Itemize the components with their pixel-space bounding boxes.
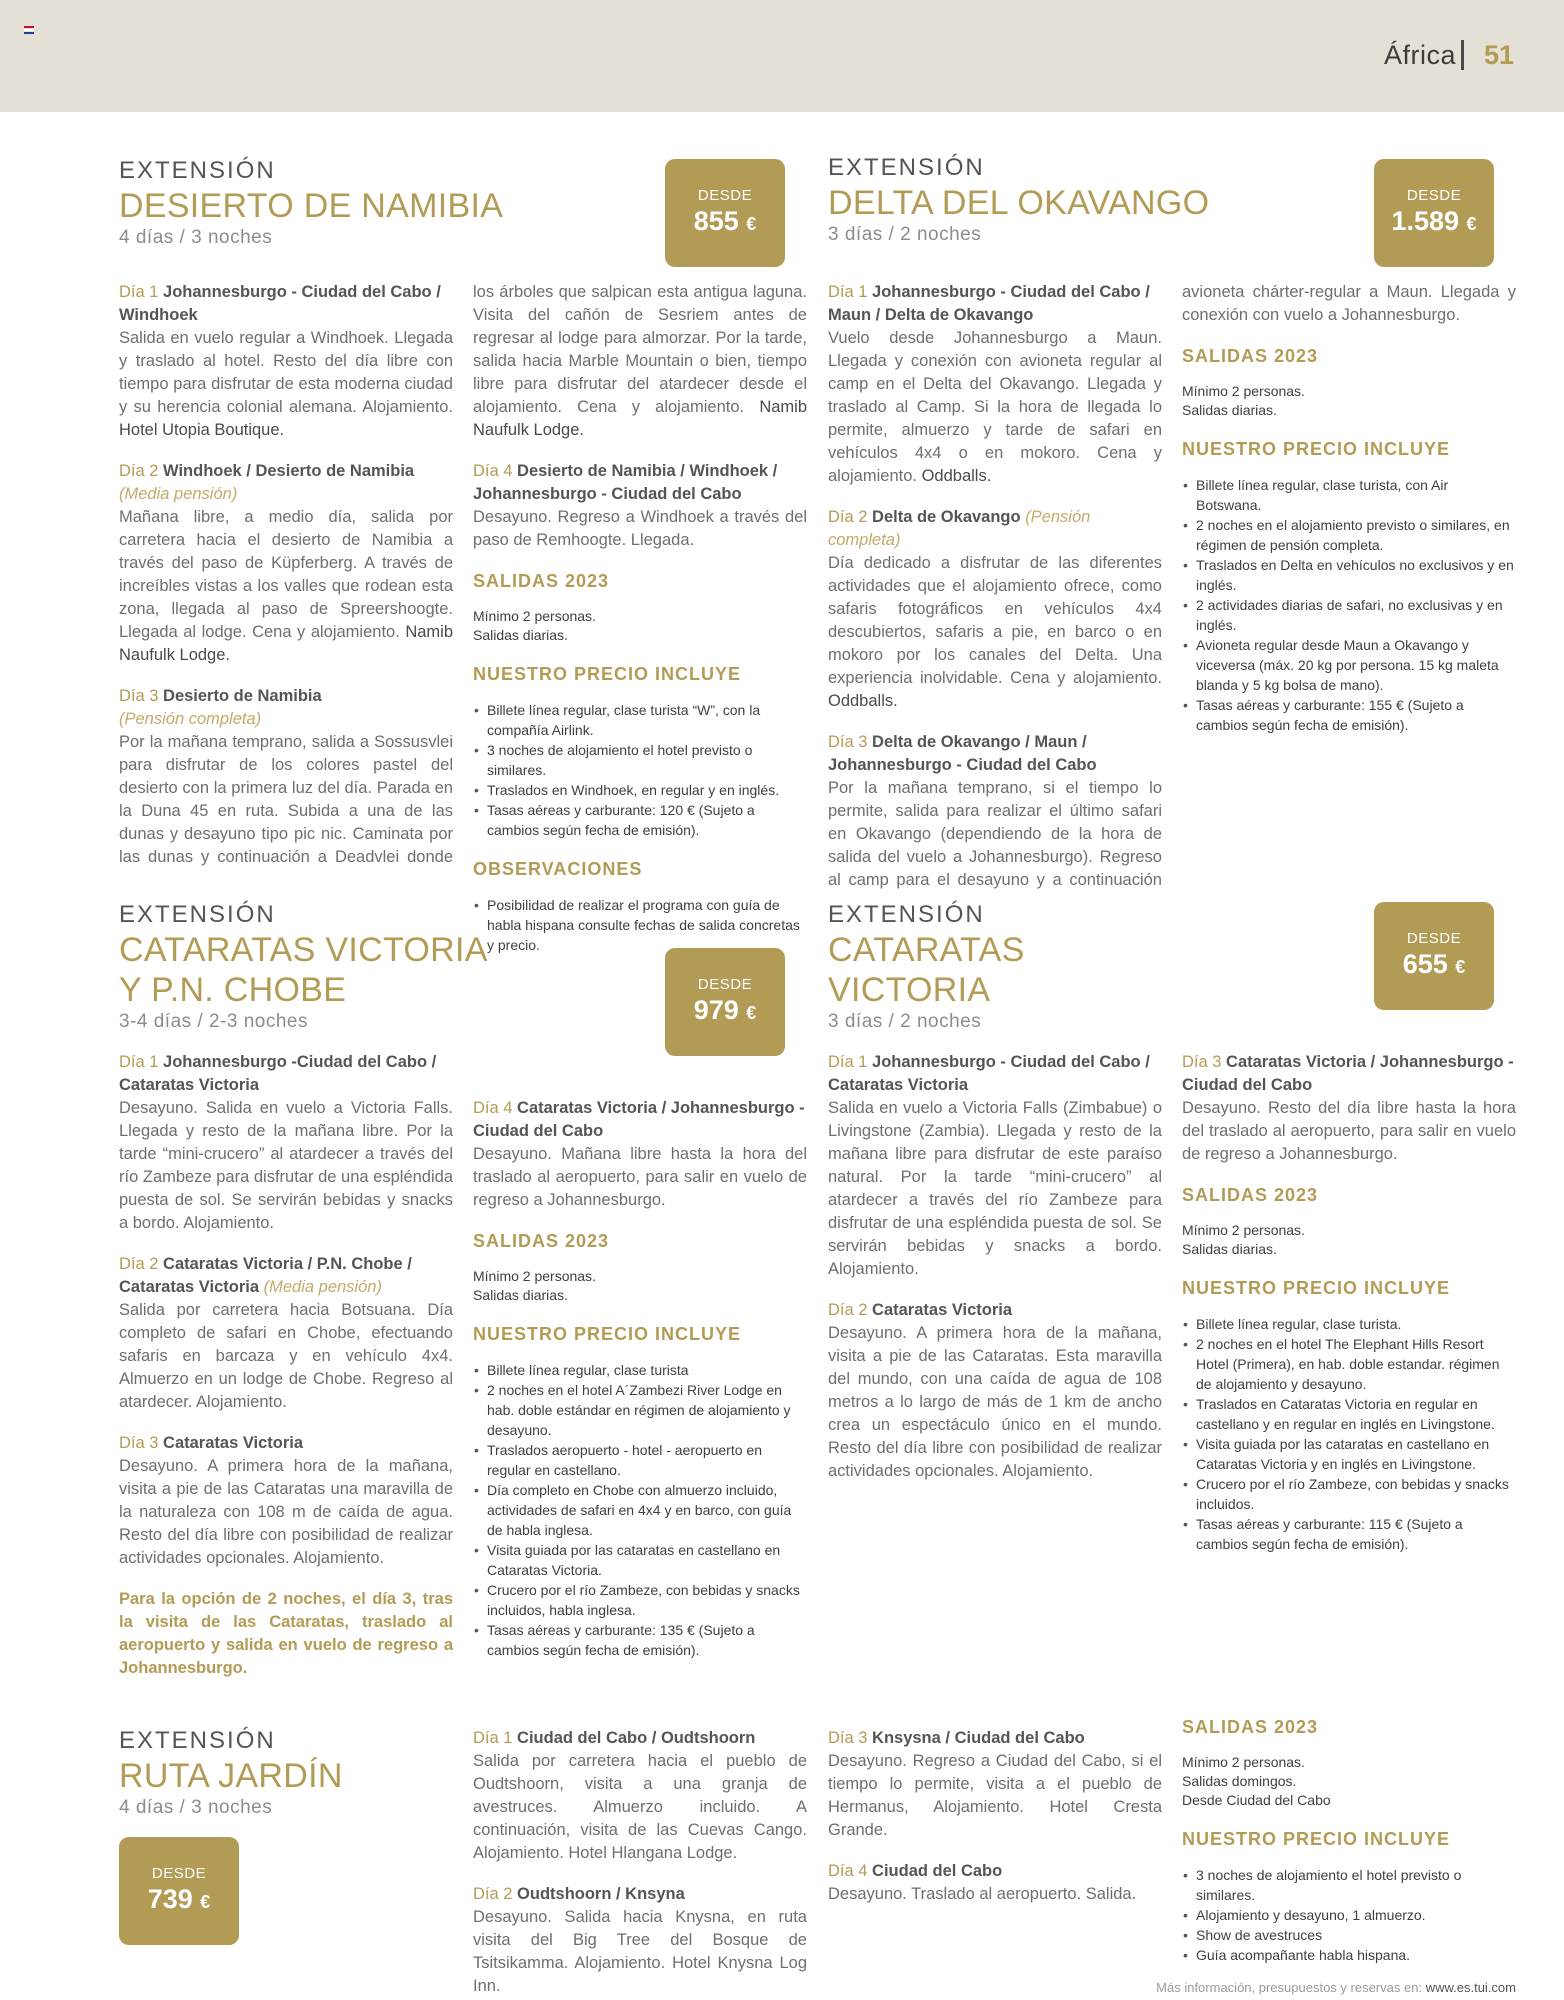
incluye-list <box>1182 1314 1516 1554</box>
salidas-heading: SALIDAS 2023 <box>1182 1185 1319 1205</box>
victoria-price-badge <box>1374 902 1494 1010</box>
list-item: • Traslados en Windhoek, en regular y en inglés. <box>473 780 807 800</box>
list-item: • 2 actividades diarias de safari, no exclusivas y en inglés. <box>1182 595 1516 635</box>
extension-title-line1: CATARATAS VICTORIA <box>119 931 488 969</box>
list-item: • 2 noches en el alojamiento previsto o similares, en régimen de pensión completa. <box>1182 515 1516 555</box>
list-item: • Tasas aéreas y carburante: 115 € (Sujeto a cambios según fecha de emisión). <box>1182 1514 1516 1554</box>
footer-link[interactable]: www.es.tui.com <box>1425 1980 1516 1995</box>
duration: 3-4 días / 2-3 noches <box>119 1011 308 1032</box>
salidas-text: Mínimo 2 personas. Salidas diarias. <box>473 608 596 643</box>
extension-title-line2: VICTORIA <box>828 971 991 1009</box>
list-item: • Posibilidad de realizar el programa con guía de habla hispana consulte fechas de salida concretas y precio. <box>473 895 807 955</box>
jardin-heading <box>119 1726 439 1820</box>
salidas-heading: SALIDAS 2023 <box>1182 1717 1319 1737</box>
victoria-itinerary-col2 <box>1182 1051 1516 1572</box>
incluye-heading: NUESTRO PRECIO INCLUYE <box>1182 1829 1451 1849</box>
list-item: • 2 noches en el hotel A´Zambezi River Lodge en hab. doble estándar en régimen de alojamiento y desayuno. <box>473 1380 807 1440</box>
list-item: • Billete línea regular, clase turista <box>473 1360 807 1380</box>
extension-title-line1: CATARATAS <box>828 931 1025 969</box>
jardin-itinerary-col1 <box>473 1727 807 2000</box>
namibia-itinerary-col2 <box>473 281 807 973</box>
list-item: • Tasas aéreas y carburante: 120 € (Sujeto a cambios según fecha de emisión). <box>473 800 807 840</box>
list-item: • Show de avestruces <box>1182 1925 1516 1945</box>
okavango-heading <box>828 153 1228 247</box>
day-item: Día 3 Cataratas Victoria / Johannesburgo - Ciudad del Cabo Desayuno. Resto del día libre hasta la hora del traslado al aeropuerto, para salir en vuelo de regreso a Johannesburgo. <box>1182 1053 1516 1163</box>
page-number: 51 <box>1483 40 1514 70</box>
okavango-itinerary-col2 <box>1182 281 1516 753</box>
observaciones-heading: OBSERVACIONES <box>473 859 643 879</box>
list-item: • Día completo en Chobe con almuerzo incluido, actividades de safari en 4x4 y en barco, con guía de habla inglesa. <box>473 1480 807 1540</box>
day-item: Día 2 Windhoek / Desierto de Namibia (Media pensión) Mañana libre, a medio día, salida por carretera hacia el desierto de Namibia a través del paso de Küpferberg. A través de increíbles vistas a los valles que rodean esta zona, llegada al paso de Spreershoogte. Llegada al lodge. Cena y alojamiento. Namib Naufulk Lodge. <box>119 462 454 664</box>
price-label: DESDE <box>1406 930 1462 947</box>
page-footer <box>1156 1980 1516 1995</box>
incluye-list <box>473 1360 807 1660</box>
list-item: • Crucero por el río Zambeze, con bebidas y snacks incluidos, habla inglesa. <box>473 1580 807 1620</box>
okavango-itinerary-col1 <box>828 281 1162 913</box>
incluye-list <box>1182 475 1516 735</box>
jardin-itinerary-col2 <box>828 1727 1162 1924</box>
chobe-price-badge <box>665 948 785 1056</box>
incluye-list <box>473 700 807 840</box>
extension-title-line2: Y P.N. CHOBE <box>119 971 347 1009</box>
day-item: Día 2 Cataratas Victoria Desayuno. A primera hora de la mañana, visita a pie de las Cataratas. Esta maravilla del mundo, con una caída de agua de 108 metros a lo largo de más de 1 km de ancho crea un espectáculo único en el mundo. Resto del día libre con posibilidad de realizar actividades opcionales. Alojamiento. <box>828 1301 1162 1480</box>
day-item: Día 2 Delta de Okavango (Pensión completa) Día dedicado a disfrutar de las diferentes actividades que el alojamiento ofrece, como safaris fotográficos en vehículos 4x4 descubiertos, safaris a pie, en barco o en mokoro por los canales del Delta. Una experiencia inolvidable. Cena y alojamiento. Oddballs. <box>828 508 1162 710</box>
day-item-continued: los árboles que salpican esta antigua laguna. Visita del cañón de Sesriem antes de regresar al lodge para almorzar. Por la tarde, salida hacia Marble Mountain o bien, tiempo libre para disfrutar del atardecer desde el alojamiento. Cena y alojamiento. Namib Naufulk Lodge. <box>473 283 807 439</box>
day-item: Día 1 Johannesburgo - Ciudad del Cabo / Windhoek Salida en vuelo regular a Windhoek. Llegada y traslado al hotel. Resto del día libre con tiempo para disfrutar de esta moderna ciudad y su herencia colonial alemana. Alojamiento. Hotel Utopia Boutique. <box>119 283 453 439</box>
list-item: • Traslados aeropuerto - hotel - aeropuerto en regular en castellano. <box>473 1440 807 1480</box>
duration: 3 días / 2 noches <box>828 224 982 245</box>
incluye-list <box>1182 1865 1516 1965</box>
duration: 4 días / 3 noches <box>119 227 273 248</box>
list-item: • 2 noches en el hotel The Elephant Hills Resort Hotel (Primera), en hab. doble estandar. régimen de alojamiento y desayuno. <box>1182 1334 1516 1394</box>
price-amount: 655 € <box>1402 949 1466 979</box>
list-item: • Tasas aéreas y carburante: 155 € (Sujeto a cambios según fecha de emisión). <box>1182 695 1516 735</box>
list-item: • 3 noches de alojamiento el hotel previsto o similares. <box>1182 1865 1516 1905</box>
day-item: Día 1 Johannesburgo - Ciudad del Cabo / Maun / Delta de Okavango Vuelo desde Johannesburgo a Maun. Llegada y conexión con avioneta regular al camp en el Delta del Okavango. Llegada y traslado al Camp. Si la hora de llegada lo permite, almuerzo y tarde de safari en vehículos 4x4 o en mokoro. Cena y alojamiento. Oddballs. <box>828 283 1162 485</box>
day-item: Día 3 Cataratas Victoria Desayuno. A primera hora de la mañana, visita a pie de las Cataratas una maravilla de la naturaleza con 108 m de caída de agua. Resto del día libre con posibilidad de realizar actividades opcionales. Alojamiento. <box>119 1434 453 1567</box>
incluye-heading: NUESTRO PRECIO INCLUYE <box>473 664 742 684</box>
chobe-heading <box>119 900 519 1034</box>
salidas-text: Mínimo 2 personas. Salidas domingos. Desde Ciudad del Cabo <box>1182 1754 1331 1808</box>
day-item: Día 1 Johannesburgo - Ciudad del Cabo / Cataratas Victoria Salida en vuelo a Victoria Falls (Zimbabue) o Livingstone (Zambia). Llegada y resto de la mañana libre para disfrutar de este paraíso natural. Por la tarde “mini-crucero” al atardecer a través del río Zambeze para disfrutar de una espléndida puesta de sol. Se servirán bebidas y snacks a bordo. Alojamiento. <box>828 1053 1162 1278</box>
duration: 4 días / 3 noches <box>119 1797 273 1818</box>
observaciones-list <box>473 895 807 955</box>
kicker: EXTENSIÓN <box>828 901 985 928</box>
duration: 3 días / 2 noches <box>828 1011 982 1032</box>
day-item: Día 2 Oudtshoorn / Knsyna Desayuno. Salida hacia Knysna, en ruta visita del Big Tree del Bosque de Tsitsikamma. Alojamiento. Hotel Knysna Log Inn. <box>473 1885 807 1995</box>
salidas-heading: SALIDAS 2023 <box>473 571 610 591</box>
namibia-itinerary-col1 <box>119 281 453 885</box>
jardin-info-col <box>1182 1710 1516 1983</box>
extension-title: DESIERTO DE NAMIBIA <box>119 187 504 225</box>
section-title: África <box>1383 40 1456 70</box>
list-item: • Visita guiada por las cataratas en castellano en Cataratas Victoria y en inglés en Livingstone. <box>1182 1434 1516 1474</box>
salidas-text: Mínimo 2 personas. Salidas diarias. <box>1182 383 1305 418</box>
day-item: Día 4 Ciudad del Cabo Desayuno. Traslado al aeropuerto. Salida. <box>828 1862 1137 1903</box>
price-label: DESDE <box>697 187 753 204</box>
kicker: EXTENSIÓN <box>119 157 276 184</box>
day-item: Día 2 Cataratas Victoria / P.N. Chobe / Cataratas Victoria (Media pensión) Salida por carretera hacia Botsuana. Día completo de safari en Chobe, efectuando safaris en barcaza y en vehículo 4x4. Almuerzo en un lodge de Chobe. Regreso al atardecer. Alojamiento. <box>119 1255 453 1411</box>
price-label: DESDE <box>697 976 753 993</box>
namibia-price-badge <box>665 159 785 267</box>
list-item: • Tasas aéreas y carburante: 135 € (Sujeto a cambios según fecha de emisión). <box>473 1620 807 1660</box>
day-item: Día 3 Delta de Okavango / Maun / Johannesburgo - Ciudad del Cabo Por la mañana temprano, si el tiempo lo permite, salida para realizar el último safari en Okavango (dependiendo de la hora de salida del vuelo a Johannesburgo). Regreso al camp para el desayuno y a continuación <box>828 733 1162 889</box>
list-item: • Traslados en Cataratas Victoria en regular en castellano y en regular en inglés en Livingstone. <box>1182 1394 1516 1434</box>
list-item: • Billete línea regular, clase turista “W”, con la compañía Airlink. <box>473 700 807 740</box>
list-item: • 3 noches de alojamiento el hotel previsto o similares. <box>473 740 807 780</box>
price-amount: 739 € <box>147 1884 211 1914</box>
day-item: Día 4 Desierto de Namibia / Windhoek / Johannesburgo - Ciudad del Cabo Desayuno. Regreso a Windhoek a través del paso de Remhoogte. Llegada. <box>473 462 807 549</box>
list-item: • Traslados en Delta en vehículos no exclusivos y en inglés. <box>1182 555 1516 595</box>
list-item: • Billete línea regular, clase turista, con Air Botswana. <box>1182 475 1516 515</box>
salidas-heading: SALIDAS 2023 <box>473 1231 610 1251</box>
day-item-continued: avioneta chárter-regular a Maun. Llegada y conexión con vuelo a Johannesburgo. <box>1182 283 1516 324</box>
list-item: • Visita guiada por las cataratas en castellano en Cataratas Victoria. <box>473 1540 807 1580</box>
incluye-heading: NUESTRO PRECIO INCLUYE <box>1182 1278 1451 1298</box>
kicker: EXTENSIÓN <box>119 901 276 928</box>
list-item: • Crucero por el río Zambeze, con bebidas y snacks incluidos. <box>1182 1474 1516 1514</box>
flag-icon <box>24 26 34 34</box>
price-label: DESDE <box>151 1865 207 1882</box>
salidas-text: Mínimo 2 personas. Salidas diarias. <box>473 1268 596 1303</box>
okavango-price-badge <box>1374 159 1494 267</box>
victoria-itinerary-col1 <box>828 1051 1162 1501</box>
footer-text: Más información, presupuestos y reservas en: <box>1156 1980 1423 1995</box>
day-item: Día 3 Knsysna / Ciudad del Cabo Desayuno. Regreso a Ciudad del Cabo, si el tiempo lo permite, visita a el pueblo de Hermanus, Alojamiento. Hotel Cresta Grande. <box>828 1729 1162 1839</box>
day-item: Día 1 Ciudad del Cabo / Oudtshoorn Salida por carretera hacia el pueblo de Oudtshoorn, visita a una granja de avestruces. Almuerzo incluido. A continuación, visita de las Cuevas Cango. Alojamiento. Hotel Hlangana Lodge. <box>473 1729 807 1862</box>
incluye-heading: NUESTRO PRECIO INCLUYE <box>473 1324 742 1344</box>
day-item: Día 1 Johannesburgo -Ciudad del Cabo / Cataratas Victoria Desayuno. Salida en vuelo a Victoria Falls. Llegada y resto de la mañana libre. Por la tarde “mini-crucero” al atardecer a través del río Zambeze para disfrutar de una espléndida puesta de sol. Se servirán bebidas y snacks a bordo. Alojamiento. <box>119 1053 453 1232</box>
list-item: • Avioneta regular desde Maun a Okavango y viceversa (máx. 20 kg por persona. 15 kg maleta blanda y 5 kg bolsa de mano). <box>1182 635 1516 695</box>
victoria-heading <box>828 900 1228 1034</box>
salidas-heading: SALIDAS 2023 <box>1182 346 1319 366</box>
price-label: DESDE <box>1406 187 1462 204</box>
day-item: Día 3 Desierto de Namibia (Pensión completa) Por la mañana temprano, salida a Sossusvlei para disfrutar de los colores pastel del desierto con la primera luz del día. Parada en la Duna 45 en ruta. Subida a una de las dunas y desayuno tipo pic nic. Caminata por las dunas y continuación a Deadvlei donde <box>119 687 453 866</box>
kicker: EXTENSIÓN <box>119 1727 276 1754</box>
header-divider <box>1461 40 1464 70</box>
chobe-itinerary-col2 <box>473 1097 807 1678</box>
extension-title: RUTA JARDÍN <box>119 1757 343 1795</box>
price-amount: 1.589 € <box>1391 206 1477 236</box>
price-amount: 855 € <box>693 206 757 236</box>
kicker: EXTENSIÓN <box>828 154 985 181</box>
namibia-heading <box>119 156 519 250</box>
extension-title: DELTA DEL OKAVANGO <box>828 184 1210 222</box>
list-item: • Billete línea regular, clase turista. <box>1182 1314 1516 1334</box>
salidas-text: Mínimo 2 personas. Salidas diarias. <box>1182 1222 1305 1257</box>
jardin-price-badge <box>119 1837 239 1945</box>
incluye-heading: NUESTRO PRECIO INCLUYE <box>1182 439 1451 459</box>
day-item: Día 4 Cataratas Victoria / Johannesburgo - Ciudad del Cabo Desayuno. Mañana libre hasta la hora del traslado al aeropuerto, para salir en vuelo de regreso a Johannesburgo. <box>473 1099 807 1209</box>
chobe-itinerary-col1 <box>119 1051 453 1680</box>
list-item: • Guía acompañante habla hispana. <box>1182 1945 1516 1965</box>
price-amount: 979 € <box>693 995 757 1025</box>
page-header <box>0 0 1564 112</box>
list-item: • Alojamiento y desayuno, 1 almuerzo. <box>1182 1905 1516 1925</box>
chobe-note: Para la opción de 2 noches, el día 3, tras la visita de las Cataratas, traslado al aeropuerto y salida en vuelo de regreso a Johannesburgo. <box>119 1590 453 1677</box>
